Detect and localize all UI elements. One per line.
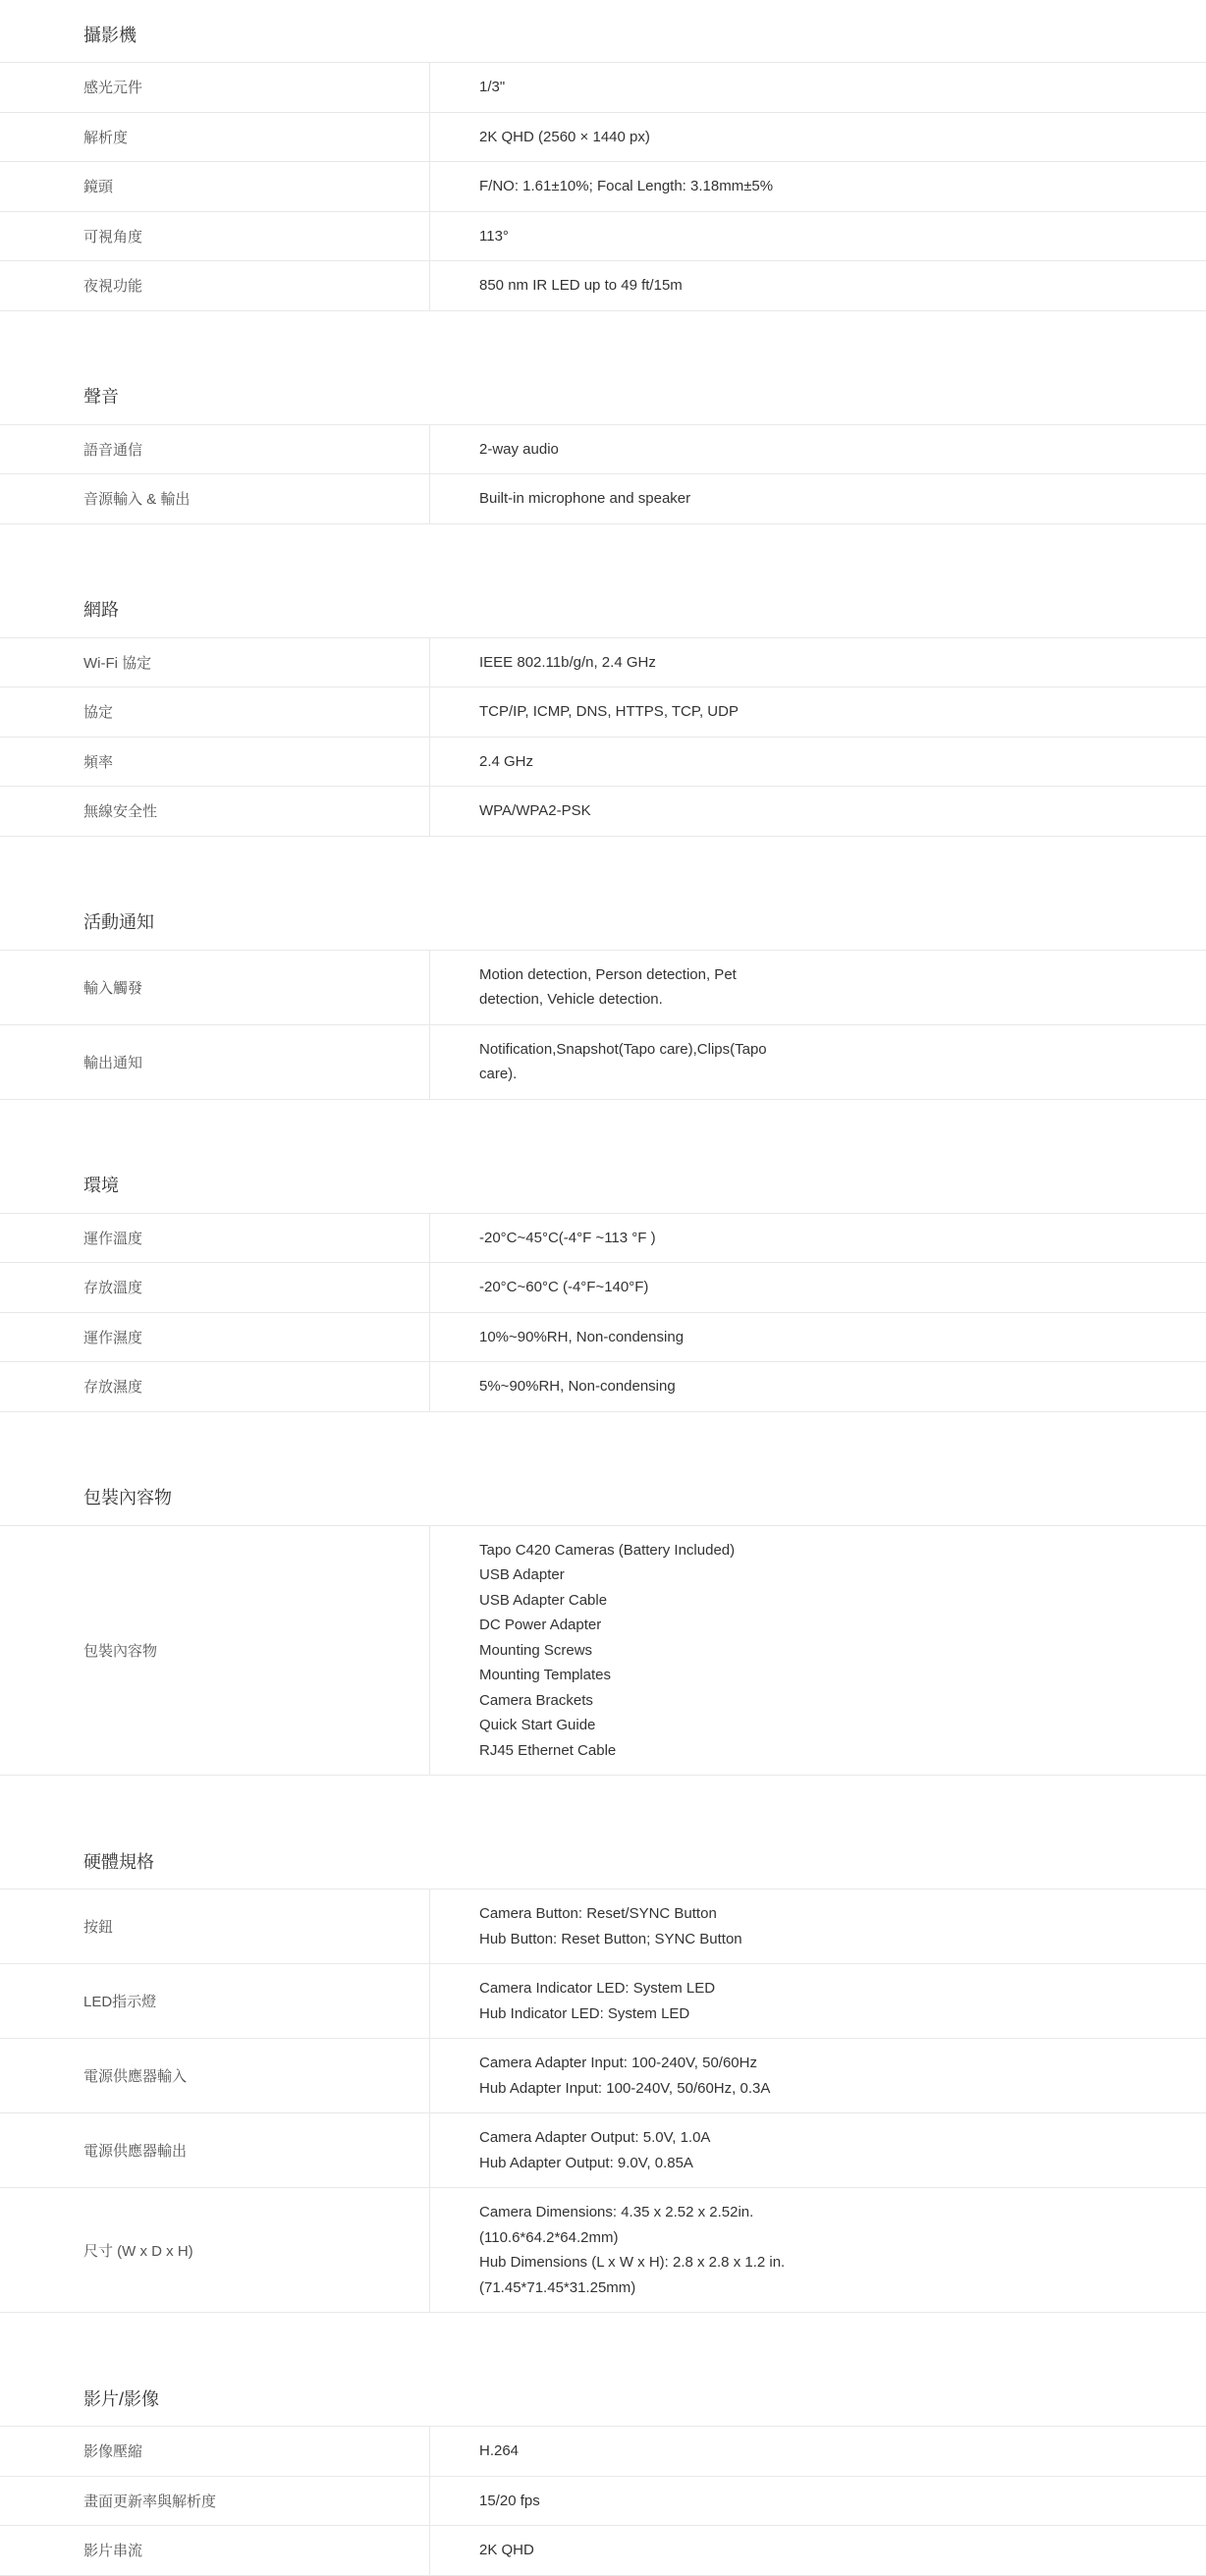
spec-value-line: Camera Indicator LED: System LED	[479, 1980, 716, 1997]
spec-value	[430, 1526, 1206, 1776]
spec-label: 畫面更新率與解析度	[0, 2477, 430, 2526]
spec-label: 尺寸 (W x D x H)	[0, 2188, 430, 2312]
spec-value	[430, 2526, 1206, 2575]
spec-value	[430, 1263, 1206, 1312]
section-title: 聲音	[0, 362, 1206, 425]
section-title: 硬體規格	[0, 1827, 1206, 1890]
spec-row	[0, 1263, 1206, 1313]
spec-value-line: 2.4 GHz	[479, 752, 534, 770]
spec-value	[430, 787, 1206, 836]
spec-value-line: 5%~90%RH, Non-condensing	[479, 1378, 676, 1395]
spec-row	[0, 1964, 1206, 2039]
spec-value-line: Notification,Snapshot(Tapo care),Clips(Tapo care).	[479, 1040, 767, 1082]
section-title: 包裝內容物	[0, 1463, 1206, 1526]
spec-value-line: WPA/WPA2-PSK	[479, 802, 591, 819]
spec-label: 影片串流	[0, 2526, 430, 2575]
spec-value	[430, 474, 1206, 523]
spec-row	[0, 2427, 1206, 2477]
spec-section	[0, 888, 1206, 1100]
spec-row	[0, 162, 1206, 212]
spec-value	[430, 1362, 1206, 1411]
spec-label: 協定	[0, 687, 430, 737]
spec-value	[430, 1964, 1206, 2038]
spec-section	[0, 362, 1206, 524]
spec-value-line: Camera Brackets	[479, 1691, 593, 1709]
spec-value-line: 10%~90%RH, Non-condensing	[479, 1328, 685, 1345]
spec-label: 感光元件	[0, 63, 430, 112]
spec-row	[0, 787, 1206, 837]
spec-value-line: 2K QHD (2560 × 1440 px)	[479, 128, 650, 145]
spec-value-line: TCP/IP, ICMP, DNS, HTTPS, TCP, UDP	[479, 703, 739, 720]
spec-value	[430, 2113, 1206, 2187]
spec-label: 語音通信	[0, 425, 430, 474]
spec-value-line: Hub Adapter Input: 100-240V, 50/60Hz, 0.3A	[479, 2079, 771, 2097]
spec-value-line: 15/20 fps	[479, 2492, 540, 2509]
spec-value-line: USB Adapter	[479, 1566, 565, 1583]
spec-table	[0, 1214, 1206, 1412]
spec-value	[430, 687, 1206, 737]
spec-value-line: Hub Adapter Output: 9.0V, 0.85A	[479, 2154, 693, 2171]
spec-value	[430, 2039, 1206, 2112]
spec-value-line: Quick Start Guide	[479, 1717, 596, 1733]
spec-row	[0, 261, 1206, 311]
spec-label: 電源供應器輸入	[0, 2039, 430, 2112]
spec-value	[430, 63, 1206, 112]
spec-value-line: IEEE 802.11b/g/n, 2.4 GHz	[479, 653, 656, 671]
section-title: 影片/影像	[0, 2364, 1206, 2427]
spec-value-line: Hub Dimensions (L x W x H): 2.8 x 2.8 x 1.2 in. (71.45*71.45*31.25mm)	[479, 2254, 786, 2296]
spec-table	[0, 425, 1206, 524]
spec-label: 可視角度	[0, 212, 430, 261]
spec-value-line: 850 nm IR LED up to 49 ft/15m	[479, 277, 683, 294]
spec-value	[430, 212, 1206, 261]
spec-row	[0, 2477, 1206, 2527]
spec-label: 包裝內容物	[0, 1526, 430, 1776]
spec-label: 運作濕度	[0, 1313, 430, 1362]
spec-row	[0, 1025, 1206, 1100]
spec-value-line: USB Adapter Cable	[479, 1591, 608, 1609]
spec-value	[430, 951, 1206, 1024]
spec-label: LED指示燈	[0, 1964, 430, 2038]
spec-table	[0, 1526, 1206, 1777]
spec-row	[0, 2113, 1206, 2188]
spec-value-line: Motion detection, Person detection, Pet detection, Vehicle detection.	[479, 965, 737, 1008]
spec-row	[0, 2188, 1206, 2313]
section-title: 網路	[0, 575, 1206, 638]
spec-label: 電源供應器輸出	[0, 2113, 430, 2187]
spec-row	[0, 1362, 1206, 1412]
spec-value-line: Camera Button: Reset/SYNC Button	[479, 1905, 717, 1922]
spec-row	[0, 2526, 1206, 2576]
spec-value	[430, 261, 1206, 310]
spec-row	[0, 687, 1206, 738]
spec-table	[0, 638, 1206, 837]
spec-label: 按鈕	[0, 1890, 430, 1963]
spec-value	[430, 1025, 1206, 1099]
section-title: 活動通知	[0, 888, 1206, 951]
spec-row	[0, 474, 1206, 524]
spec-label: 影像壓縮	[0, 2427, 430, 2476]
spec-value-line: F/NO: 1.61±10%; Focal Length: 3.18mm±5%	[479, 178, 774, 194]
spec-label: 鏡頭	[0, 162, 430, 211]
spec-value-line: 2K QHD	[479, 2542, 534, 2558]
spec-section	[0, 0, 1206, 311]
spec-value	[430, 113, 1206, 162]
section-title: 環境	[0, 1151, 1206, 1214]
spec-value	[430, 1313, 1206, 1362]
spec-value	[430, 425, 1206, 474]
spec-label: 輸入觸發	[0, 951, 430, 1024]
spec-label: 夜視功能	[0, 261, 430, 310]
spec-value-line: Tapo C420 Cameras (Battery Included)	[479, 1541, 736, 1559]
spec-value	[430, 2188, 1206, 2312]
spec-label: 存放濕度	[0, 1362, 430, 1411]
spec-row	[0, 738, 1206, 788]
spec-value-line: Built-in microphone and speaker	[479, 490, 691, 507]
spec-row	[0, 63, 1206, 113]
spec-value-line: 113°	[479, 227, 509, 245]
spec-label: 音源輸入 & 輸出	[0, 474, 430, 523]
spec-label: 運作溫度	[0, 1214, 430, 1263]
spec-value-line: Camera Adapter Input: 100-240V, 50/60Hz	[479, 2055, 757, 2071]
spec-value-line: -20°C~60°C (-4°F~140°F)	[479, 1279, 649, 1295]
spec-row	[0, 2039, 1206, 2113]
spec-value-line: Hub Button: Reset Button; SYNC Button	[479, 1930, 742, 1947]
spec-value	[430, 2477, 1206, 2526]
spec-label: 頻率	[0, 738, 430, 787]
spec-label: 無線安全性	[0, 787, 430, 836]
spec-label: Wi-Fi 協定	[0, 638, 430, 687]
spec-row	[0, 425, 1206, 475]
spec-section	[0, 575, 1206, 837]
spec-value	[430, 738, 1206, 787]
spec-section	[0, 2364, 1206, 2576]
spec-value-line: Mounting Screws	[479, 1641, 593, 1659]
spec-value-line: DC Power Adapter	[479, 1617, 602, 1633]
spec-value-line: 1/3"	[479, 79, 506, 95]
spec-table	[0, 1890, 1206, 2313]
spec-value-line: RJ45 Ethernet Cable	[479, 1741, 617, 1759]
spec-section	[0, 1463, 1206, 1777]
spec-row	[0, 1313, 1206, 1363]
spec-value-line: H.264	[479, 2442, 520, 2459]
spec-section	[0, 1827, 1206, 2313]
spec-label: 解析度	[0, 113, 430, 162]
spec-value	[430, 638, 1206, 687]
spec-table	[0, 2427, 1206, 2576]
spec-value	[430, 162, 1206, 211]
spec-label: 輸出通知	[0, 1025, 430, 1099]
spec-row	[0, 212, 1206, 262]
spec-value	[430, 1214, 1206, 1263]
spec-table	[0, 63, 1206, 311]
spec-value	[430, 2427, 1206, 2476]
spec-row	[0, 638, 1206, 688]
spec-value-line: 2-way audio	[479, 440, 559, 458]
spec-value-line: Camera Dimensions: 4.35 x 2.52 x 2.52in. (110.6*64.2*64.2mm)	[479, 2204, 754, 2246]
section-title: 攝影機	[0, 0, 1206, 63]
spec-row	[0, 1214, 1206, 1264]
spec-row	[0, 1890, 1206, 1964]
spec-label: 存放溫度	[0, 1263, 430, 1312]
spec-value	[430, 1890, 1206, 1963]
spec-row	[0, 113, 1206, 163]
spec-row	[0, 951, 1206, 1025]
spec-section	[0, 1151, 1206, 1412]
spec-value-line: Hub Indicator LED: System LED	[479, 2004, 690, 2022]
spec-value-line: Camera Adapter Output: 5.0V, 1.0A	[479, 2129, 711, 2146]
spec-value-line: Mounting Templates	[479, 1667, 611, 1683]
spec-row	[0, 1526, 1206, 1777]
spec-table	[0, 951, 1206, 1100]
spec-value-line: -20°C~45°C(-4°F ~113 °F )	[479, 1229, 656, 1246]
